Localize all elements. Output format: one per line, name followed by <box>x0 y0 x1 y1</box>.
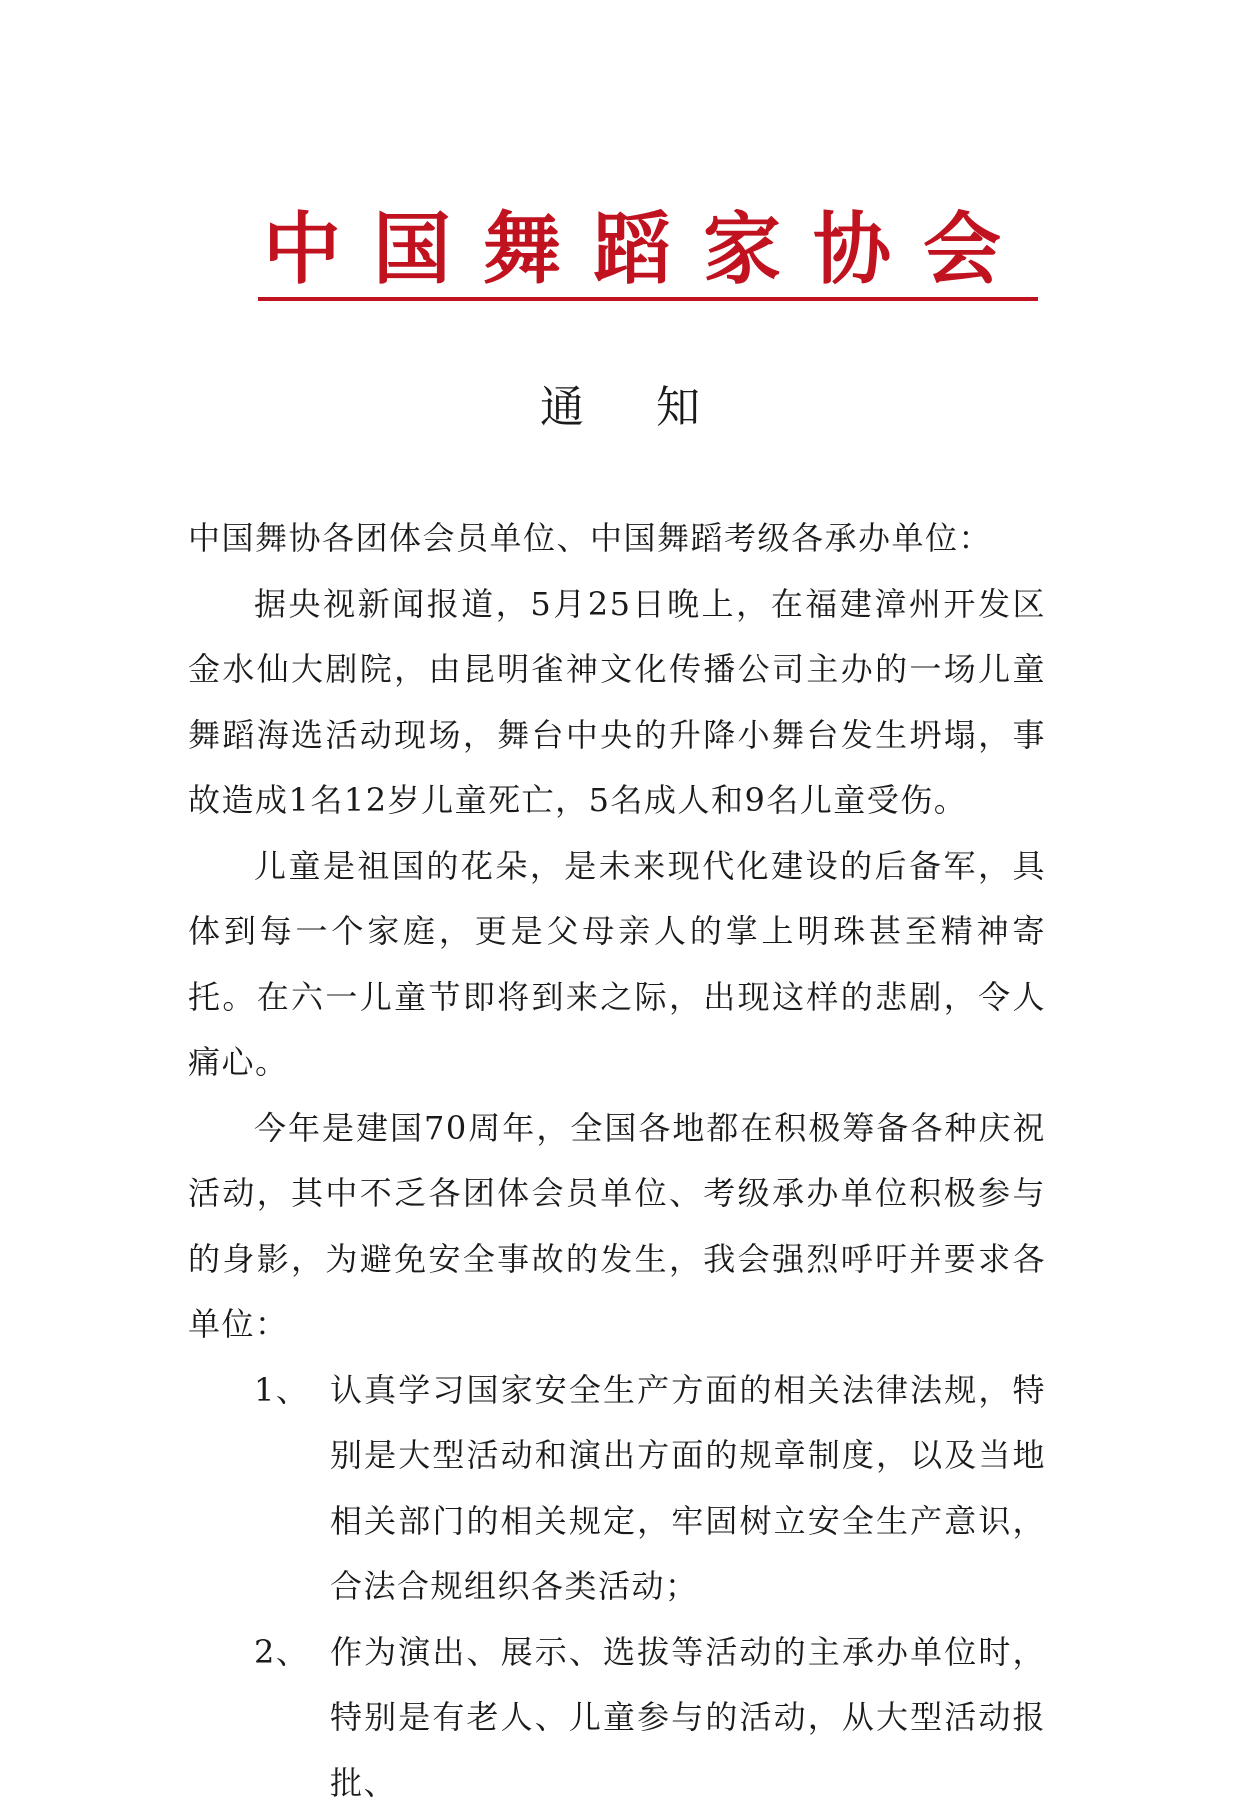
list-item-1 <box>188 1358 1046 1620</box>
paragraph-children-value: 儿童是祖国的花朵，是未来现代化建设的后备军，具体到每一个家庭，更是父母亲人的掌上明珠甚至精神寄托。在六一儿童节即将到来之际，出现这样的悲剧，令人痛心。 <box>188 834 1046 1096</box>
list-item-text: 作为演出、展示、选拔等活动的主承办单位时，特别是有老人、儿童参与的活动，从大型活动报批、 <box>330 1620 1046 1816</box>
notice-title-char-1: 通 <box>540 380 584 436</box>
notice-title-char-2: 知 <box>656 380 700 436</box>
notice-title <box>0 380 1240 436</box>
list-item-number: 2、 <box>254 1620 309 1686</box>
paragraph-anniversary-appeal: 今年是建国70周年，全国各地都在积极筹备各种庆祝活动，其中不乏各团体会员单位、考级承办单位积极参与的身影，为避免安全事故的发生，我会强烈呼吁并要求各单位： <box>188 1096 1046 1358</box>
notice-body <box>188 506 1046 1816</box>
list-item-2 <box>188 1620 1046 1816</box>
letterhead-org-name: 中国舞蹈家协会 <box>258 205 1038 295</box>
paragraph-incident-report: 据央视新闻报道，5月25日晚上，在福建漳州开发区金水仙大剧院，由昆明雀神文化传播公司主办的一场儿童舞蹈海选活动现场，舞台中央的升降小舞台发生坍塌，事故造成1名12岁儿童死亡，5名成人和9名儿童受伤。 <box>188 572 1046 834</box>
letterhead-red-divider <box>258 297 1038 301</box>
list-item-text: 认真学习国家安全生产方面的相关法律法规，特别是大型活动和演出方面的规章制度，以及当地相关部门的相关规定，牢固树立安全生产意识，合法合规组织各类活动； <box>330 1358 1046 1620</box>
list-item-number: 1、 <box>254 1358 309 1424</box>
salutation: 中国舞协各团体会员单位、中国舞蹈考级各承办单位： <box>188 506 1046 572</box>
